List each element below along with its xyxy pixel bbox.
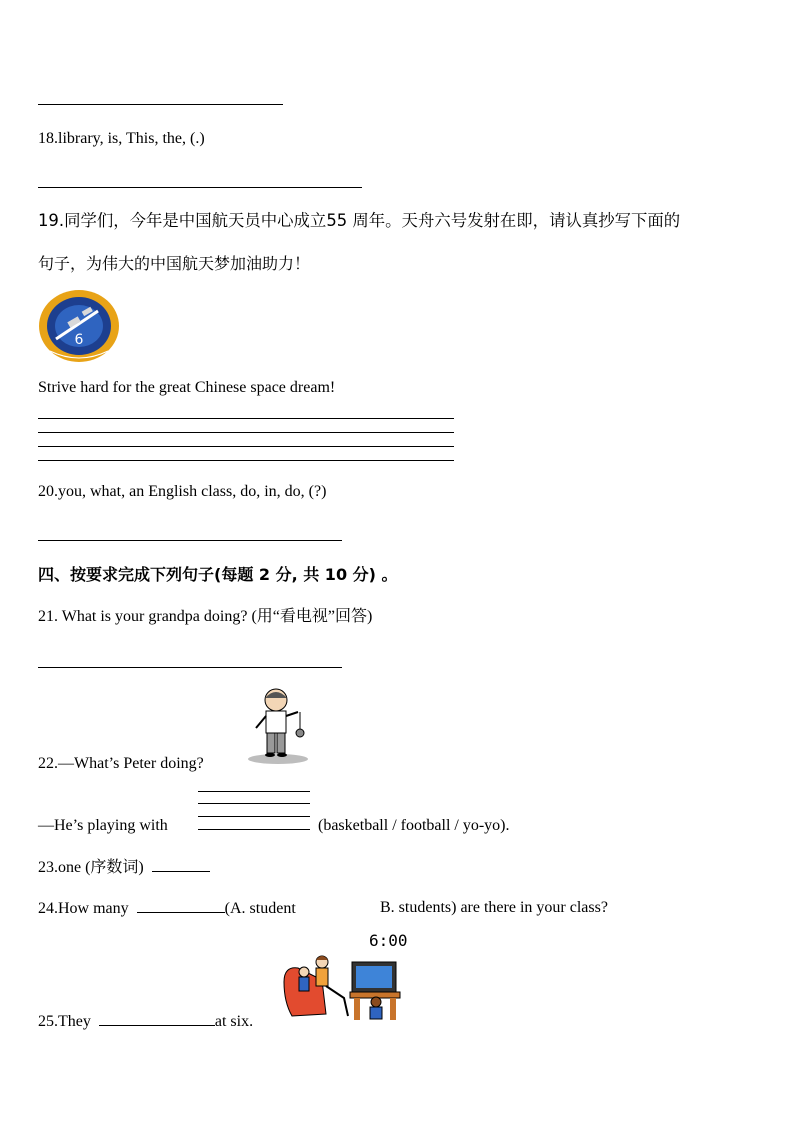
question-24-prefix: 24.How many: [38, 900, 129, 917]
clock-time-label: 6:00: [369, 931, 408, 950]
question-19-sentence: Strive hard for the great Chinese space dream!: [38, 379, 336, 396]
copy-line-1[interactable]: [38, 418, 454, 419]
question-22-answer-prefix: —He’s playing with: [38, 817, 168, 834]
q22-answer-line[interactable]: [198, 829, 310, 830]
section-4-heading: 四、按要求完成下列句子(每题 2 分, 共 10 分) 。: [38, 565, 398, 584]
question-22: 22.—What’s Peter doing?: [38, 755, 204, 772]
question-23-text: 23.one (序数词): [38, 859, 144, 876]
question-23: [38, 857, 210, 878]
question-22-options: (basketball / football / yo-yo).: [318, 817, 510, 834]
svg-text:6: 6: [74, 332, 84, 348]
question-19-line2: 句子，为伟大的中国航天梦加油助力！: [38, 254, 311, 273]
answer-line-21[interactable]: [38, 667, 342, 668]
answer-line-17[interactable]: [38, 104, 283, 105]
copy-line-2[interactable]: [38, 432, 454, 433]
q22-guide-line-3: [198, 816, 310, 817]
answer-line-18[interactable]: [38, 187, 362, 188]
boy-yoyo-illustration-icon: [244, 686, 312, 766]
answer-blank-25[interactable]: [99, 1011, 215, 1026]
question-24-option-a: (A. student: [224, 900, 296, 917]
q22-guide-line-1: [198, 791, 310, 792]
q22-guide-line-2: [198, 803, 310, 804]
question-24-option-b: B. students) are there in your class?: [380, 899, 608, 916]
question-19-line1: 19.同学们，今年是中国航天员中心成立55 周年。天舟六号发射在即，请认真抄写下面的: [38, 211, 681, 230]
question-25: [38, 1011, 253, 1032]
question-21: 21. What is your grandpa doing? (用“看电视”回答): [38, 608, 373, 625]
space-mission-badge-icon: [38, 289, 120, 363]
answer-blank-24[interactable]: [137, 898, 225, 913]
answer-line-20[interactable]: [38, 540, 342, 541]
question-18: 18.library, is, This, the, (.): [38, 130, 205, 147]
question-25-prefix: 25.They: [38, 1013, 91, 1030]
question-20: 20.you, what, an English class, do, in, do, (?): [38, 483, 327, 500]
family-tv-illustration-icon: [282, 952, 408, 1024]
question-25-suffix: at six.: [214, 1013, 254, 1030]
copy-line-3[interactable]: [38, 446, 454, 447]
answer-blank-23[interactable]: [152, 857, 210, 872]
copy-line-4[interactable]: [38, 460, 454, 461]
question-24: [38, 898, 296, 919]
